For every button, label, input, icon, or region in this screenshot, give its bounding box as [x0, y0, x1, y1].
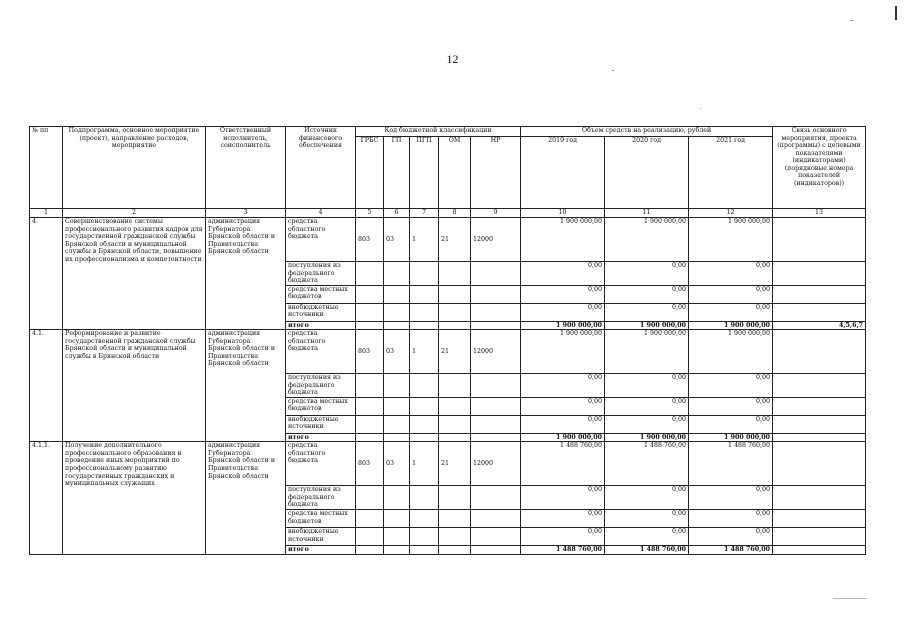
- indicator-link: [773, 442, 866, 486]
- header-source: Источник финансового обеспечения: [286, 127, 356, 209]
- amount-2021: 0,00: [689, 415, 773, 433]
- code-nr: 12000: [471, 218, 521, 262]
- col-num: 1: [30, 209, 63, 218]
- empty-code-cell: [439, 374, 471, 398]
- amount-2019: 0,00: [521, 262, 605, 286]
- empty-code-cell: [471, 486, 521, 510]
- amount-2020: 1 488 760,00: [605, 442, 689, 486]
- amount-2020: 1 900 000,00: [605, 218, 689, 262]
- column-number-row: [30, 209, 866, 218]
- indicator-link: [773, 397, 866, 415]
- empty-code-cell: [410, 285, 439, 303]
- header-no: № пп: [30, 127, 63, 209]
- indicator-link: [773, 303, 866, 321]
- col-num: 4: [286, 209, 356, 218]
- amount-2021: 1 900 000,00: [689, 218, 773, 262]
- row-number: 4.1.1.: [30, 442, 63, 554]
- col-num: 5: [356, 209, 384, 218]
- indicator-link: [773, 415, 866, 433]
- empty-code-cell: [410, 510, 439, 528]
- total-2020: 1 900 000,00: [605, 433, 689, 442]
- header-volume-group: Объем средств на реализацию, рублей: [521, 127, 773, 137]
- empty-code-cell: [471, 528, 521, 546]
- table-row: [30, 218, 866, 262]
- table-row: [30, 330, 866, 374]
- code-gp: 03: [384, 218, 410, 262]
- empty-code-cell: [356, 433, 384, 442]
- empty-code-cell: [356, 528, 384, 546]
- amount-2021: 1 900 000,00: [689, 330, 773, 374]
- funding-source: средства местных бюджетов: [286, 510, 356, 528]
- executor: администрация Губернатора Брянской области и Правительства Брянской области: [206, 442, 286, 554]
- empty-code-cell: [356, 546, 384, 555]
- col-num: 2: [63, 209, 206, 218]
- empty-code-cell: [356, 510, 384, 528]
- empty-code-cell: [471, 321, 521, 330]
- code-grbs: 803: [356, 330, 384, 374]
- empty-code-cell: [356, 285, 384, 303]
- amount-2021: 0,00: [689, 303, 773, 321]
- empty-code-cell: [410, 546, 439, 555]
- measure-name: Получение дополнительного профессионального образования и проведение иных мероприятий по профессиональному развитию государственных гражданских и муниципальных служащих: [63, 442, 206, 554]
- amount-2020: 0,00: [605, 374, 689, 398]
- header-pgp: ПГП: [410, 137, 439, 209]
- code-om: 21: [439, 442, 471, 486]
- amount-2021: 0,00: [689, 285, 773, 303]
- header-grbs: ГРБС: [356, 137, 384, 209]
- empty-code-cell: [384, 486, 410, 510]
- empty-code-cell: [384, 510, 410, 528]
- empty-code-cell: [384, 546, 410, 555]
- total-label: итого: [286, 433, 356, 442]
- indicator-link: [773, 528, 866, 546]
- empty-code-cell: [471, 303, 521, 321]
- code-om: 21: [439, 330, 471, 374]
- empty-code-cell: [356, 486, 384, 510]
- empty-code-cell: [384, 262, 410, 286]
- header-2020: 2020 год: [605, 137, 689, 209]
- total-2021: 1 900 000,00: [689, 321, 773, 330]
- empty-code-cell: [356, 415, 384, 433]
- budget-table: [29, 126, 866, 555]
- empty-code-cell: [439, 486, 471, 510]
- header-name: Подпрограмма, основное мероприятие (проект), направление расходов, мероприятие: [63, 127, 206, 209]
- amount-2020: 1 900 000,00: [605, 330, 689, 374]
- amount-2021: 0,00: [689, 486, 773, 510]
- empty-code-cell: [356, 262, 384, 286]
- amount-2020: 0,00: [605, 262, 689, 286]
- empty-code-cell: [439, 285, 471, 303]
- code-pgp: 1: [410, 330, 439, 374]
- amount-2019: 0,00: [521, 510, 605, 528]
- total-2019: 1 900 000,00: [521, 321, 605, 330]
- amount-2019: 0,00: [521, 303, 605, 321]
- header-om: ОМ: [439, 137, 471, 209]
- total-2021: 1 488 760,00: [689, 546, 773, 555]
- indicator-link: [773, 510, 866, 528]
- code-grbs: 803: [356, 218, 384, 262]
- total-2020: 1 488 760,00: [605, 546, 689, 555]
- amount-2020: 0,00: [605, 528, 689, 546]
- empty-code-cell: [410, 397, 439, 415]
- total-2021: 1 900 000,00: [689, 433, 773, 442]
- empty-code-cell: [439, 262, 471, 286]
- header-row-top: [30, 127, 866, 137]
- page-number: 12: [446, 52, 459, 66]
- funding-source: средства областного бюджета: [286, 330, 356, 374]
- total-label: итого: [286, 321, 356, 330]
- header-2021: 2021 год: [689, 137, 773, 209]
- empty-code-cell: [471, 546, 521, 555]
- col-num: 13: [773, 209, 866, 218]
- header-executor: Ответственный исполнитель, соисполнитель: [206, 127, 286, 209]
- header-gp: ГП: [384, 137, 410, 209]
- funding-source: внебюджетные источники: [286, 415, 356, 433]
- empty-code-cell: [356, 397, 384, 415]
- empty-code-cell: [471, 433, 521, 442]
- amount-2019: 1 900 000,00: [521, 218, 605, 262]
- indicator-link: [773, 374, 866, 398]
- empty-code-cell: [384, 433, 410, 442]
- amount-2020: 0,00: [605, 415, 689, 433]
- amount-2021: 0,00: [689, 510, 773, 528]
- col-num: 9: [471, 209, 521, 218]
- row-number: 4.1.: [30, 330, 63, 442]
- total-indicator-link: 4,5,6,7: [773, 321, 866, 330]
- code-pgp: 1: [410, 218, 439, 262]
- col-num: 12: [689, 209, 773, 218]
- code-nr: 12000: [471, 442, 521, 486]
- empty-code-cell: [384, 397, 410, 415]
- col-num: 6: [384, 209, 410, 218]
- amount-2019: 0,00: [521, 486, 605, 510]
- empty-code-cell: [356, 303, 384, 321]
- code-pgp: 1: [410, 442, 439, 486]
- amount-2020: 0,00: [605, 397, 689, 415]
- amount-2020: 0,00: [605, 510, 689, 528]
- amount-2019: 0,00: [521, 397, 605, 415]
- empty-code-cell: [439, 433, 471, 442]
- header-link: Связь основного мероприятия, проекта (программы) с целевыми показателями (индикаторами) (порядковые номера показателей (индикаторов)): [773, 127, 866, 209]
- col-num: 11: [605, 209, 689, 218]
- empty-code-cell: [439, 546, 471, 555]
- table-row: [30, 442, 866, 486]
- funding-source: поступления из федерального бюджета: [286, 486, 356, 510]
- indicator-link: [773, 218, 866, 262]
- funding-source: средства местных бюджетов: [286, 397, 356, 415]
- amount-2019: 1 488 760,00: [521, 442, 605, 486]
- indicator-link: [773, 486, 866, 510]
- amount-2021: 0,00: [689, 262, 773, 286]
- empty-code-cell: [410, 303, 439, 321]
- empty-code-cell: [439, 510, 471, 528]
- empty-code-cell: [410, 321, 439, 330]
- col-num: 7: [410, 209, 439, 218]
- empty-code-cell: [410, 415, 439, 433]
- amount-2019: 0,00: [521, 374, 605, 398]
- header-2019: 2019 год: [521, 137, 605, 209]
- measure-name: Реформирование и развитие государственной гражданской службы Брянской области и муниципальной службы в Брянской области: [63, 330, 206, 442]
- header-kbk-group: Код бюджетной классификации: [356, 127, 521, 137]
- amount-2020: 0,00: [605, 486, 689, 510]
- empty-code-cell: [471, 510, 521, 528]
- total-indicator-link: [773, 546, 866, 555]
- funding-source: средства местных бюджетов: [286, 285, 356, 303]
- total-2019: 1 488 760,00: [521, 546, 605, 555]
- empty-code-cell: [384, 528, 410, 546]
- empty-code-cell: [410, 528, 439, 546]
- code-om: 21: [439, 218, 471, 262]
- empty-code-cell: [384, 415, 410, 433]
- amount-2021: 0,00: [689, 374, 773, 398]
- funding-source: внебюджетные источники: [286, 528, 356, 546]
- code-gp: 03: [384, 330, 410, 374]
- code-gp: 03: [384, 442, 410, 486]
- funding-source: средства областного бюджета: [286, 442, 356, 486]
- funding-source: средства областного бюджета: [286, 218, 356, 262]
- executor: администрация Губернатора Брянской области и Правительства Брянской области: [206, 330, 286, 442]
- total-indicator-link: [773, 433, 866, 442]
- amount-2019: 0,00: [521, 285, 605, 303]
- empty-code-cell: [439, 397, 471, 415]
- funding-source: поступления из федерального бюджета: [286, 374, 356, 398]
- amount-2019: 0,00: [521, 528, 605, 546]
- row-number: 4.: [30, 218, 63, 330]
- executor: администрация Губернатора Брянской области и Правительства Брянской области: [206, 218, 286, 330]
- col-num: 8: [439, 209, 471, 218]
- amount-2019: 0,00: [521, 415, 605, 433]
- amount-2021: 1 488 760,00: [689, 442, 773, 486]
- col-num: 3: [206, 209, 286, 218]
- empty-code-cell: [410, 486, 439, 510]
- code-grbs: 803: [356, 442, 384, 486]
- empty-code-cell: [384, 374, 410, 398]
- total-2020: 1 900 000,00: [605, 321, 689, 330]
- empty-code-cell: [384, 303, 410, 321]
- amount-2019: 1 900 000,00: [521, 330, 605, 374]
- empty-code-cell: [356, 374, 384, 398]
- col-num: 10: [521, 209, 605, 218]
- funding-source: поступления из федерального бюджета: [286, 262, 356, 286]
- empty-code-cell: [439, 528, 471, 546]
- code-nr: 12000: [471, 330, 521, 374]
- indicator-link: [773, 262, 866, 286]
- empty-code-cell: [356, 321, 384, 330]
- funding-source: внебюджетные источники: [286, 303, 356, 321]
- empty-code-cell: [471, 285, 521, 303]
- total-label: итого: [286, 546, 356, 555]
- total-2019: 1 900 000,00: [521, 433, 605, 442]
- header-nr: НР: [471, 137, 521, 209]
- amount-2021: 0,00: [689, 528, 773, 546]
- amount-2020: 0,00: [605, 285, 689, 303]
- empty-code-cell: [471, 415, 521, 433]
- empty-code-cell: [384, 321, 410, 330]
- empty-code-cell: [471, 262, 521, 286]
- empty-code-cell: [384, 285, 410, 303]
- scan-mark: [895, 6, 897, 20]
- empty-code-cell: [439, 303, 471, 321]
- amount-2021: 0,00: [689, 397, 773, 415]
- empty-code-cell: [410, 262, 439, 286]
- measure-name: Совершенствование системы профессионального развития кадров для государственной гражданской службы Брянской области и муниципальной службы в Брянской области, повышение их профессионализма и компетентности: [63, 218, 206, 330]
- empty-code-cell: [471, 397, 521, 415]
- empty-code-cell: [410, 433, 439, 442]
- empty-code-cell: [471, 374, 521, 398]
- indicator-link: [773, 285, 866, 303]
- empty-code-cell: [439, 415, 471, 433]
- indicator-link: [773, 330, 866, 374]
- empty-code-cell: [439, 321, 471, 330]
- empty-code-cell: [410, 374, 439, 398]
- amount-2020: 0,00: [605, 303, 689, 321]
